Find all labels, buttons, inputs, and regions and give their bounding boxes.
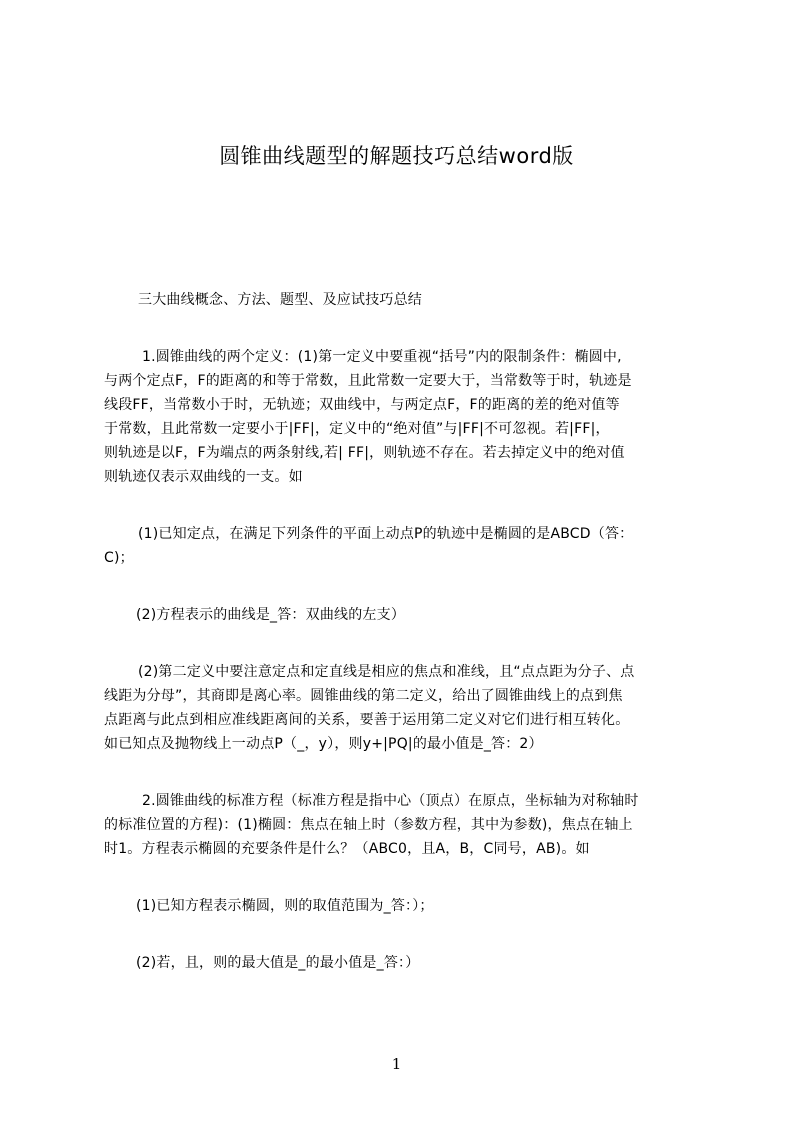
text-line: (2)第二定义中要注意定点和定直线是相应的焦点和准线，且“点点距为分子、点 [138, 664, 635, 680]
paragraph-example-4: (2)若，且，则的最大值是_的最小值是_答：） [136, 955, 420, 971]
paragraph-example-1 [104, 522, 700, 570]
text-line: 2.圆锥曲线的标准方程（标准方程是指中心（顶点）在原点，坐标轴为对称轴时 [142, 793, 639, 809]
paragraph-definitions [104, 345, 700, 489]
text-line: 1.圆锥曲线的两个定义：(1)第一定义中要重视“括号”内的限制条件：椭圆中, [142, 349, 622, 365]
text-line: (1)已知定点，在满足下列条件的平面上动点P的轨迹中是椭圆的是ABCD（答： [138, 526, 634, 542]
text-line: 时1。方程表示椭圆的充要条件是什么？（ABC0，且A，B，C同号，AB)。如 [104, 841, 590, 857]
text-line: 则轨迹仅表示双曲线的一支。如 [104, 469, 303, 485]
text-line: 与两个定点F，F的距离的和等于常数，且此常数一定要大于，当常数等于时，轨迹是 [104, 373, 632, 389]
paragraph-second-definition [104, 660, 700, 756]
text-line: 则轨迹是以F，F为端点的两条射线,若| FF|，则轨迹不存在。若去掉定义中的绝对值 [104, 445, 625, 461]
document-body [104, 288, 700, 975]
text-line: 点距离与此点到相应准线距离间的关系，要善于运用第二定义对它们进行相互转化。 [104, 712, 630, 728]
document-title: 圆锥曲线题型的解题技巧总结word版 [219, 144, 574, 168]
text-line: 于常数，且此常数一定要小于|FF|，定义中的“绝对值”与|FF|不可忽视。若|FF|， [104, 421, 610, 437]
paragraph-example-2: (2)方程表示的曲线是_答：双曲线的左支） [136, 607, 406, 623]
text-line: 如已知点及抛物线上一动点P（_，y），则y+|PQ|的最小值是_答：2） [104, 736, 543, 752]
page-number: 1 [391, 1055, 402, 1073]
text-line: C)； [104, 550, 134, 566]
section-heading: 三大曲线概念、方法、题型、及应试技巧总结 [138, 292, 422, 308]
text-line: 的标准位置的方程)：(1)椭圆：焦点在轴上时（参数方程，其中为参数)，焦点在轴上 [104, 817, 633, 833]
text-line: 线距为分母”，其商即是离心率。圆锥曲线的第二定义，给出了圆锥曲线上的点到焦 [104, 688, 623, 704]
paragraph-standard-equation [104, 789, 700, 861]
text-line: 线段FF，当常数小于时，无轨迹；双曲线中，与两定点F，F的距离的差的绝对值等 [104, 397, 620, 413]
paragraph-example-3: (1)已知方程表示椭圆，则的取值范围为_答：）； [136, 898, 434, 914]
